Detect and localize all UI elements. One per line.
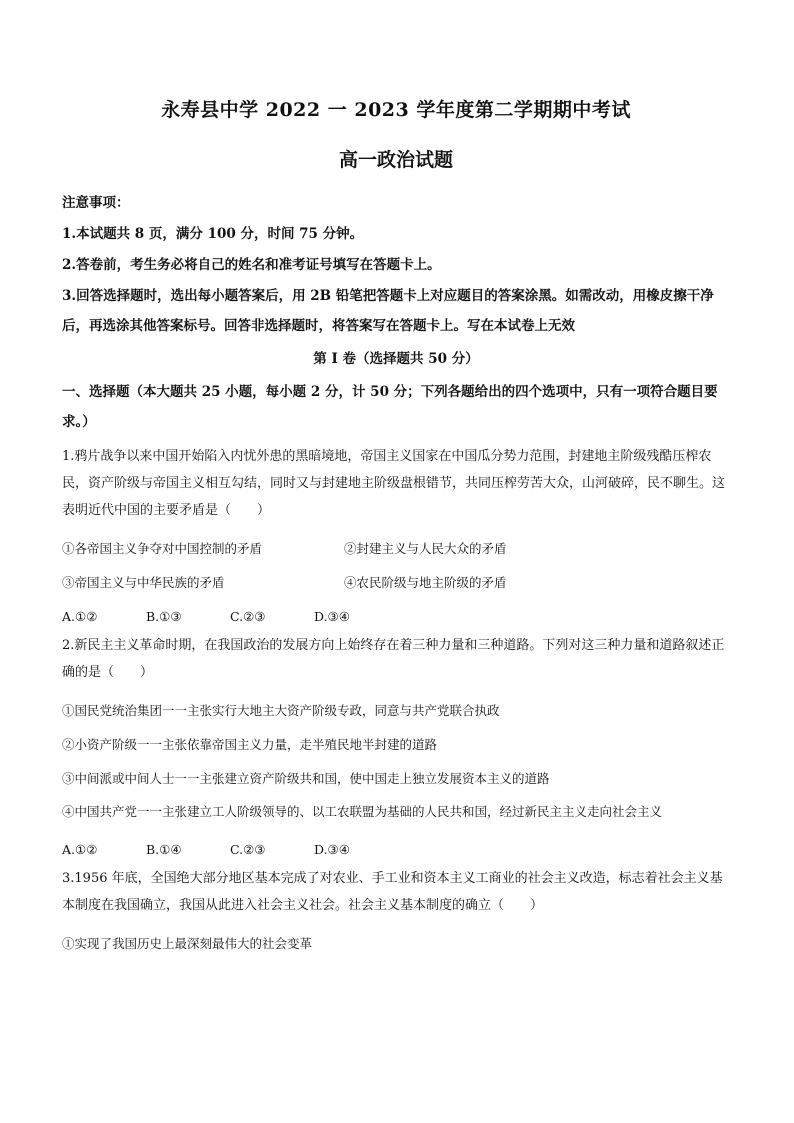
question-1-answers <box>62 608 730 626</box>
question-3-option-1: ①实现了我国历史上最深刻最伟大的社会变革 <box>62 936 313 951</box>
notice-item-1: 1.本试题共 8 页，满分 100 分，时间 75 分钟。 <box>62 226 364 242</box>
question-1-answer-b: B.①③ <box>146 609 182 624</box>
question-2-stem: 2.新民主主义革命时期，在我国政治的发展方向上始终存在着三种力量和三种道路。下列对这三种力量和道路叙述正确的是（ ） <box>62 638 725 680</box>
question-2-option-3: ③中间派或中间人士一一主张建立资产阶级共和国，使中国走上独立发展资本主义的道路 <box>62 771 550 786</box>
question-1-answer-a: A.①② <box>62 609 98 624</box>
question-1-answer-c: C.②③ <box>230 609 266 624</box>
question-2-answer-c: C.②③ <box>230 842 266 857</box>
question-3-stem: 3.1956 年底，全国绝大部分地区基本完成了对农业、手工业和资本主义工商业的社会主义改造，标志着社会主义基本制度在我国确立，我国从此进入社会主义社会。社会主义基本制度的确立（ ） <box>62 871 723 913</box>
question-2-answer-d: D.③④ <box>314 842 350 857</box>
notice-item-3: 3.回答选择题时，选出每小题答案后，用 2B 铅笔把答题卡上对应题目的答案涂黑。如需改动，用橡皮擦干净后，再选涂其他答案标号。回答非选择题时，将答案写在答题卡上。写在本试卷上无效 <box>62 288 714 334</box>
question-1-options-row-2 <box>62 574 730 592</box>
question-1-option-2: ②封建主义与人民大众的矛盾 <box>344 541 507 556</box>
question-2-answer-a: A.①② <box>62 842 98 857</box>
question-2-option-1: ①国民党统治集团一一主张实行大地主大资产阶级专政，同意与共产党联合执政 <box>62 703 500 718</box>
notice-heading: 注意事项： <box>62 195 130 211</box>
question-1-stem: 1.鸦片战争以来中国开始陷入内忧外患的黑暗境地，帝国主义国家在中国瓜分势力范围，封建地主阶级残酷压榨农民，资产阶级与帝国主义相互勾结，同时又与封建地主阶级盘根错节，共同压榨劳苦大众，山河破碎，民不聊生。这表明近代中国的主要矛盾是（ ） <box>62 449 726 518</box>
part-title: 一、选择题（本大题共 25 小题，每小题 2 分，计 50 分；下列各题给出的四个选项中，只有一项符合题目要求。） <box>62 384 718 430</box>
question-2-option-4: ④中国共产党一一主张建立工人阶级领导的、以工农联盟为基础的人民共和国，经过新民主主义走向社会主义 <box>62 804 663 819</box>
question-2-option-2: ②小资产阶级一一主张依靠帝国主义力量，走半殖民地半封建的道路 <box>62 737 438 752</box>
question-1-option-1: ①各帝国主义争夺对中国控制的矛盾 <box>62 541 263 556</box>
question-1-option-4: ④农民阶级与地主阶级的矛盾 <box>344 575 507 590</box>
question-1-options-row-1 <box>62 540 730 558</box>
notice-item-2: 2.答卷前，考生务必将自己的姓名和准考证号填写在答题卡上。 <box>62 257 441 273</box>
question-1-answer-d: D.③④ <box>314 609 350 624</box>
exam-title: 永寿县中学 2022 一 2023 学年度第二学期期中考试 <box>161 99 631 121</box>
exam-subtitle: 高一政治试题 <box>338 149 453 171</box>
question-2-answers <box>62 841 730 859</box>
question-1-option-3: ③帝国主义与中华民族的矛盾 <box>62 575 225 590</box>
question-2-answer-b: B.①④ <box>146 842 182 857</box>
section-title: 第 I 卷（选择题共 50 分） <box>313 351 479 367</box>
